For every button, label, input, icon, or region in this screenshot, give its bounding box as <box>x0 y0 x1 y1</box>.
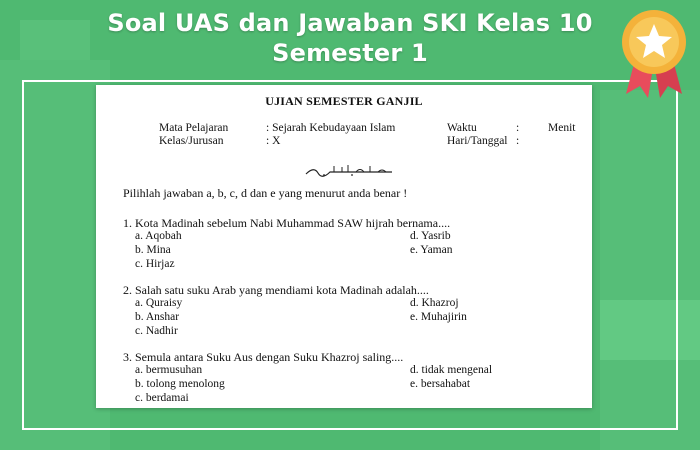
option-e: e. Muhajirin <box>410 311 467 323</box>
subject-value: : Sejarah Kebudayaan Islam <box>266 122 396 134</box>
option-a: a. Aqobah <box>135 230 182 242</box>
banner-title-line2: Semester 1 <box>272 39 428 67</box>
banner-title <box>0 8 700 68</box>
time-unit: Menit <box>548 122 576 134</box>
option-d: d. Yasrib <box>410 230 451 242</box>
exam-heading: UJIAN SEMESTER GANJIL <box>265 94 423 108</box>
star-badge-icon <box>616 6 692 98</box>
option-d: d. tidak mengenal <box>410 364 493 376</box>
exam-document <box>96 85 592 408</box>
time-label: Waktu <box>447 122 477 134</box>
option-a: a. bermusuhan <box>135 364 203 376</box>
option-a: a. Quraisy <box>135 297 183 309</box>
option-c: c. berdamai <box>135 392 189 404</box>
date-label: Hari/Tanggal <box>447 135 508 147</box>
question-3: 3. Semula antara Suku Aus dengan Suku Khazroj saling.... <box>123 350 404 364</box>
option-c: c. Hirjaz <box>135 258 175 270</box>
option-e: e. Yaman <box>410 244 453 256</box>
instruction-text: Pilihlah jawaban a, b, c, d dan e yang menurut anda benar ! <box>123 186 408 200</box>
option-d: d. Khazroj <box>410 297 459 309</box>
question-1: 1. Kota Madinah sebelum Nabi Muhammad SAW hijrah bernama.... <box>123 216 451 230</box>
option-b: b. Mina <box>135 244 171 256</box>
time-separator: : <box>516 122 520 134</box>
option-b: b. Anshar <box>135 311 180 323</box>
class-value: : X <box>266 135 281 147</box>
date-separator: : <box>516 135 520 147</box>
class-label: Kelas/Jurusan <box>159 135 224 147</box>
banner-title-line1: Soal UAS dan Jawaban SKI Kelas 10 <box>107 9 593 37</box>
basmalah-calligraphy-icon <box>304 163 396 177</box>
option-e: e. bersahabat <box>410 378 471 390</box>
option-b: b. tolong menolong <box>135 378 225 390</box>
question-2: 2. Salah satu suku Arab yang mendiami kota Madinah adalah.... <box>123 283 429 297</box>
option-c: c. Nadhir <box>135 325 178 337</box>
subject-label: Mata Pelajaran <box>159 122 229 134</box>
